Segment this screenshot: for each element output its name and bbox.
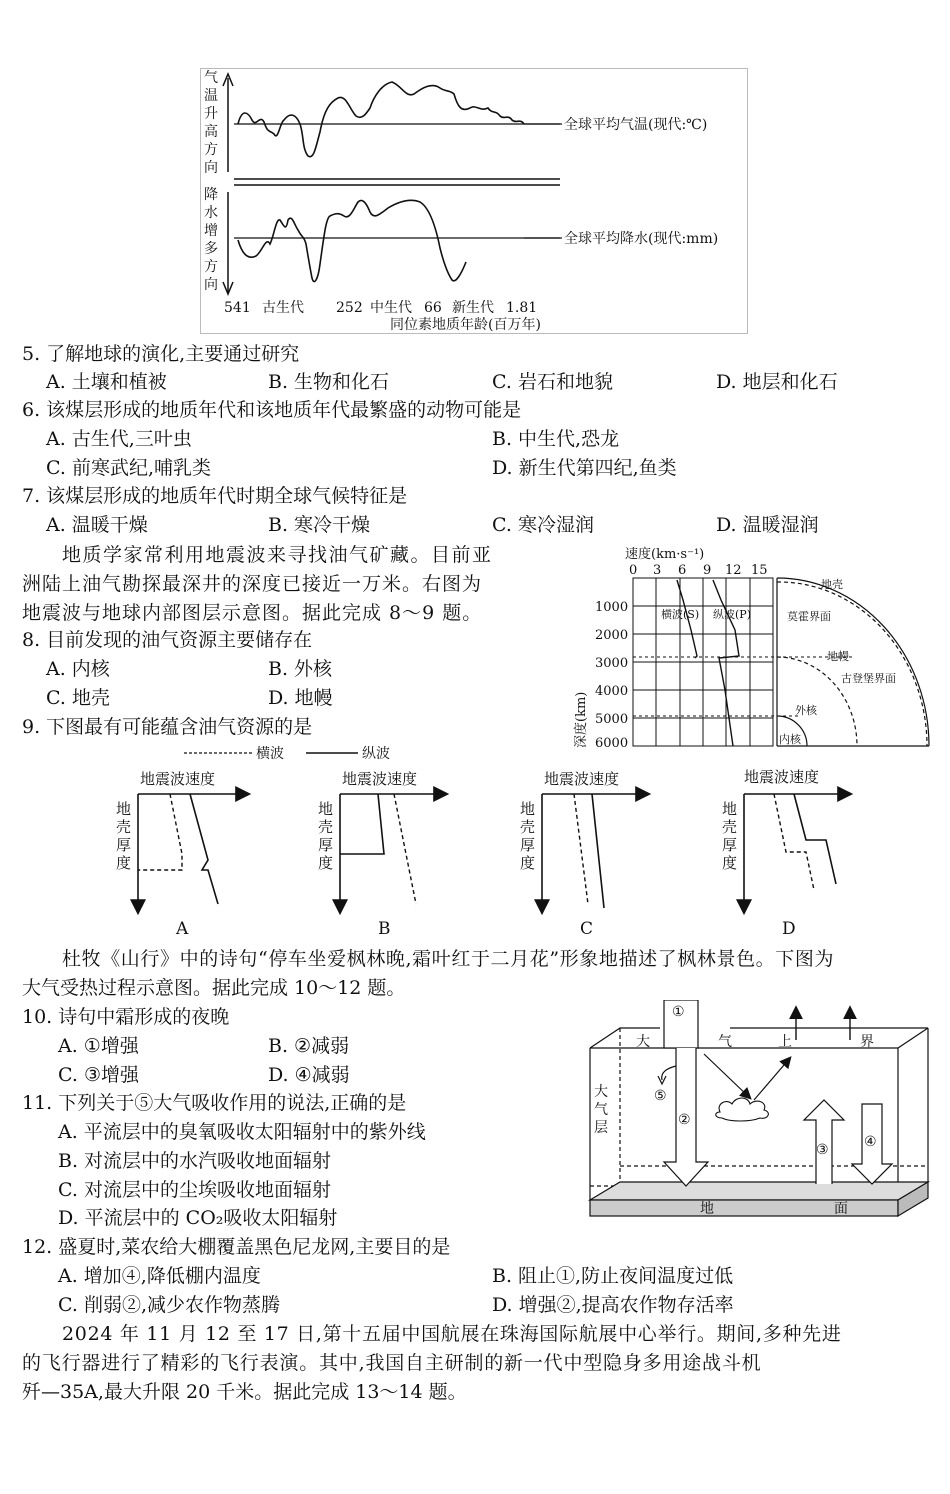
diag-a-xlabel: 地震波速度 <box>140 770 216 788</box>
diag-a-y3: 厚 <box>116 836 132 854</box>
q6-option-d[interactable]: D. 新生代第四纪,鱼类 <box>492 457 677 479</box>
q6-stem: 6. 该煤层形成的地质年代和该地质年代最繁盛的动物可能是 <box>22 399 522 421</box>
diagram-a <box>116 770 248 939</box>
diag-d-y2: 壳 <box>722 818 738 836</box>
x-era-cenozoic: 新生代 <box>452 300 494 316</box>
q10-option-c[interactable]: C. ③增强 <box>58 1064 139 1086</box>
diag-b-y1: 地 <box>318 800 334 818</box>
q7-stem: 7. 该煤层形成的地质年代时期全球气候特征是 <box>22 485 408 507</box>
p-wave-label: 纵波(P) <box>713 608 751 621</box>
q9-legend <box>182 742 412 764</box>
inner-core-label: 内核 <box>779 733 801 746</box>
speed-tick-3: 3 <box>653 563 662 578</box>
q5-stem: 5. 了解地球的演化,主要通过研究 <box>22 343 300 365</box>
top-char-2: 气 <box>718 1034 732 1050</box>
diag-c-label: C <box>580 919 594 939</box>
passage3-line2: 大气受热过程示意图。据此完成 10～12 题。 <box>22 977 406 999</box>
q8-option-b[interactable]: B. 外核 <box>268 658 333 680</box>
passage4-line3: 歼—35A,最大升限 20 千米。据此完成 13～14 题。 <box>22 1381 467 1403</box>
legend-s-wave: 横波 <box>256 746 284 762</box>
q10-option-a[interactable]: A. ①增强 <box>58 1035 139 1057</box>
diag-d-xlabel: 地震波速度 <box>744 768 820 786</box>
label-3: ③ <box>816 1142 829 1158</box>
top-char-3: 上 <box>778 1034 792 1050</box>
q12-stem: 12. 盛夏时,菜农给大棚覆盖黑色尼龙网,主要目的是 <box>22 1236 451 1258</box>
x-tick-252: 252 <box>336 300 363 316</box>
mantle-label: 地幔 <box>827 650 849 663</box>
q11-stem: 11. 下列关于⑤大气吸收作用的说法,正确的是 <box>22 1092 407 1114</box>
x-axis-title: 同位素地质年龄(百万年) <box>390 317 541 333</box>
diag-a-y1: 地 <box>116 800 132 818</box>
depth-tick-4000: 4000 <box>595 684 629 699</box>
q10-option-d[interactable]: D. ④减弱 <box>268 1064 350 1086</box>
temp-line-label: 全球平均气温(现代:℃) <box>564 117 708 133</box>
climate-chart <box>200 68 748 334</box>
depth-tick-1000: 1000 <box>595 600 629 615</box>
diag-b-y3: 厚 <box>318 836 334 854</box>
q8-option-d[interactable]: D. 地幔 <box>268 687 333 709</box>
label-2: ② <box>678 1112 691 1128</box>
passage2-line2: 洲陆上油气勘探最深井的深度已接近一万米。右图为 <box>22 573 483 595</box>
x-era-paleozoic: 古生代 <box>262 300 304 316</box>
y-top-label-2: 温 <box>204 88 218 104</box>
seismic-chart <box>565 540 930 750</box>
diag-b-label: B <box>378 919 391 939</box>
q9-diagrams <box>108 764 868 944</box>
passage2-line1: 地质学家常利用地震波来寻找油气矿藏。目前亚 <box>62 544 493 566</box>
q7-option-d[interactable]: D. 温暖湿润 <box>716 514 819 536</box>
diag-b-y2: 壳 <box>318 818 334 836</box>
diag-a-y2: 壳 <box>116 818 132 836</box>
ground-char-1: 地 <box>700 1201 714 1217</box>
q5-option-d[interactable]: D. 地层和化石 <box>716 371 838 393</box>
diag-a-label: A <box>176 919 189 939</box>
speed-tick-0: 0 <box>629 563 638 578</box>
q8-option-c[interactable]: C. 地壳 <box>46 687 110 709</box>
outer-core-label: 外核 <box>795 704 817 717</box>
y-top-label-5: 方 <box>204 142 218 158</box>
ground-char-2: 面 <box>834 1201 848 1217</box>
speed-label: 速度(km·s⁻¹) <box>625 547 705 562</box>
precipitation-curve <box>238 200 466 281</box>
passage4-line1: 2024 年 11 月 12 至 17 日,第十五届中国航展在珠海国际航展中心举行。期间,多种先进 <box>62 1323 842 1345</box>
q12-option-b[interactable]: B. 阻止①,防止夜间温度过低 <box>492 1265 734 1287</box>
top-char-4: 界 <box>860 1034 874 1050</box>
crust-label: 地壳 <box>821 578 843 591</box>
q8-stem: 8. 目前发现的油气资源主要储存在 <box>22 629 313 651</box>
q5-option-c[interactable]: C. 岩石和地貌 <box>492 371 613 393</box>
q7-option-b[interactable]: B. 寒冷干燥 <box>268 514 371 536</box>
side-char-1: 大 <box>594 1084 608 1100</box>
diag-d-label: D <box>782 919 796 939</box>
y-bottom-label-5: 方 <box>204 259 218 275</box>
diagram-d <box>722 768 850 939</box>
y-bottom-label-2: 水 <box>204 205 218 221</box>
label-4: ④ <box>864 1134 877 1150</box>
diag-c-y4: 度 <box>520 854 536 872</box>
moho-label: 莫霍界面 <box>787 610 831 623</box>
y-bottom-label-4: 多 <box>204 241 218 257</box>
q10-stem: 10. 诗句中霜形成的夜晚 <box>22 1006 230 1028</box>
x-era-mesozoic: 中生代 <box>370 300 412 316</box>
q11-option-d[interactable]: D. 平流层中的 CO₂吸收太阳辐射 <box>58 1207 338 1229</box>
q11-option-a[interactable]: A. 平流层中的臭氧吸收太阳辐射中的紫外线 <box>58 1121 426 1143</box>
diag-d-y1: 地 <box>722 800 738 818</box>
q12-option-d[interactable]: D. 增强②,提高农作物存活率 <box>492 1294 734 1316</box>
q5-option-a[interactable]: A. 土壤和植被 <box>46 371 167 393</box>
speed-tick-9: 9 <box>703 563 712 578</box>
diag-c-xlabel: 地震波速度 <box>544 770 620 788</box>
speed-tick-15: 15 <box>751 563 768 578</box>
depth-tick-2000: 2000 <box>595 628 629 643</box>
diag-b-xlabel: 地震波速度 <box>342 770 418 788</box>
q11-option-c[interactable]: C. 对流层中的尘埃吸收地面辐射 <box>58 1179 331 1201</box>
speed-tick-12: 12 <box>725 563 742 578</box>
depth-tick-5000: 5000 <box>595 712 629 727</box>
q7-option-c[interactable]: C. 寒冷湿润 <box>492 514 594 536</box>
passage4-line2: 的飞行器进行了精彩的飞行表演。其中,我国自主研制的新一代中型隐身多用途战斗机 <box>22 1352 762 1374</box>
atmosphere-diagram <box>580 1000 930 1226</box>
diag-c-y1: 地 <box>520 800 536 818</box>
y-top-label-3: 升 <box>204 106 218 122</box>
q7-option-a[interactable]: A. 温暖干燥 <box>46 514 148 536</box>
q11-option-b[interactable]: B. 对流层中的水汽吸收地面辐射 <box>58 1150 332 1172</box>
y-top-label-6: 向 <box>204 160 218 176</box>
q10-option-b[interactable]: B. ②减弱 <box>268 1035 350 1057</box>
depth-tick-6000: 6000 <box>595 736 629 750</box>
passage2-line3: 地震波与地球内部图层示意图。据此完成 8～9 题。 <box>22 602 483 624</box>
q12-option-a[interactable]: A. 增加④,降低棚内温度 <box>58 1265 261 1287</box>
q5-option-b[interactable]: B. 生物和化石 <box>268 371 390 393</box>
depth-tick-3000: 3000 <box>595 656 629 671</box>
diag-a-y4: 度 <box>116 854 132 872</box>
side-char-2: 气 <box>594 1102 608 1118</box>
gutenberg-label: 古登堡界面 <box>841 672 896 685</box>
top-char-1: 大 <box>636 1034 650 1050</box>
y-bottom-label-1: 降 <box>204 187 218 203</box>
diag-c-y2: 壳 <box>520 818 536 836</box>
q9-stem: 9. 下图最有可能蕴含油气资源的是 <box>22 716 313 738</box>
diagram-b <box>318 770 446 939</box>
x-tick-541: 541 <box>224 300 251 316</box>
s-wave-label: 横波(S) <box>661 608 700 621</box>
y-top-label-4: 高 <box>204 124 218 140</box>
q6-option-a[interactable]: A. 古生代,三叶虫 <box>46 428 192 450</box>
passage3-line1: 杜牧《山行》中的诗句“停车坐爱枫林晚,霜叶红于二月花”形象地描述了枫林景色。下图为 <box>62 948 835 970</box>
x-tick-181: 1.81 <box>506 300 538 316</box>
y-bottom-label-6: 向 <box>204 277 218 293</box>
q6-option-c[interactable]: C. 前寒武纪,哺乳类 <box>46 457 211 479</box>
precip-line-label: 全球平均降水(现代:mm) <box>564 231 719 247</box>
diagram-c <box>520 770 648 939</box>
q8-option-a[interactable]: A. 内核 <box>46 658 110 680</box>
diag-d-y4: 度 <box>722 854 738 872</box>
diag-b-y4: 度 <box>318 854 334 872</box>
x-tick-66: 66 <box>424 300 442 316</box>
side-char-3: 层 <box>594 1120 608 1136</box>
q12-option-c[interactable]: C. 削弱②,减少农作物蒸腾 <box>58 1294 280 1316</box>
temperature-curve <box>238 82 524 157</box>
depth-label: 深度(km) <box>574 691 589 748</box>
diag-c-y3: 厚 <box>520 836 536 854</box>
speed-tick-6: 6 <box>678 563 687 578</box>
legend-p-wave: 纵波 <box>362 746 390 762</box>
q6-option-b[interactable]: B. 中生代,恐龙 <box>492 428 620 450</box>
y-bottom-label-3: 增 <box>204 223 218 239</box>
label-5: ⑤ <box>654 1088 667 1104</box>
diag-d-y3: 厚 <box>722 836 738 854</box>
y-top-label-1: 气 <box>204 70 218 86</box>
label-1: ① <box>672 1004 685 1020</box>
